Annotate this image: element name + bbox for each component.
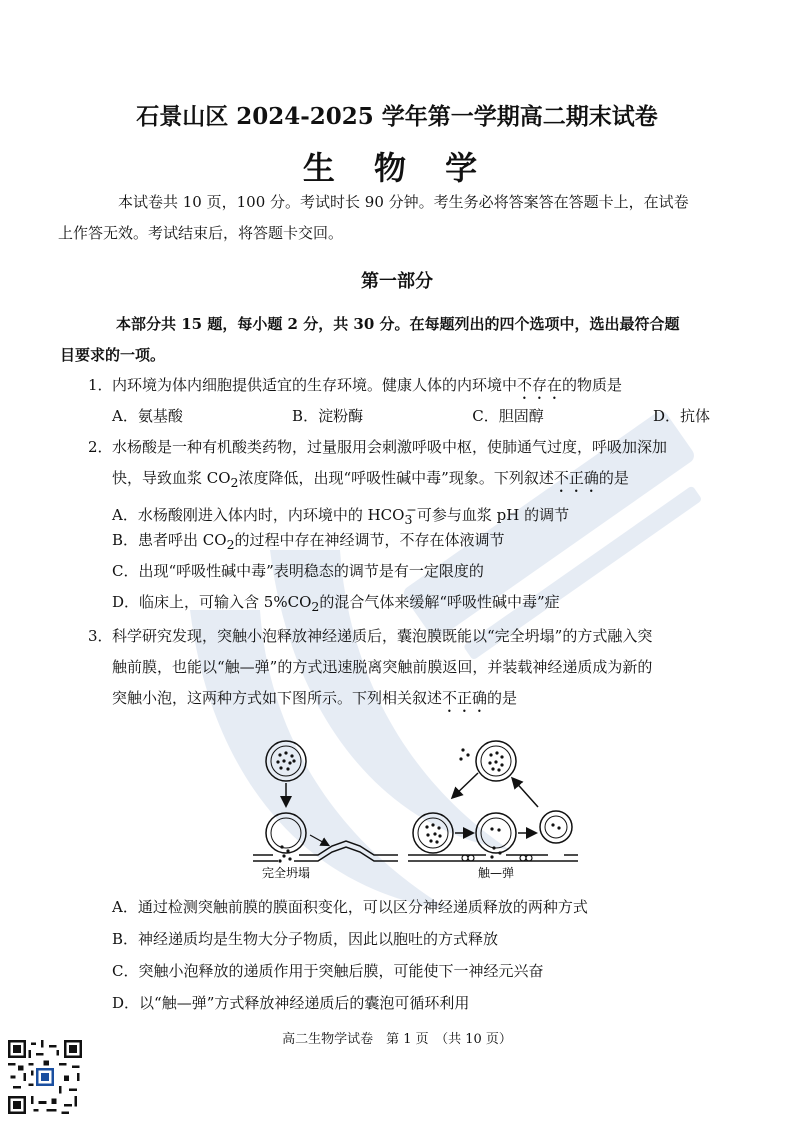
qr-code-icon xyxy=(8,1040,82,1114)
question-number: 3． xyxy=(88,627,113,645)
question-2 xyxy=(88,432,718,498)
option-a: A．氨基酸 xyxy=(112,407,183,425)
option-text-end: 可参与血浆 pH 的调节 xyxy=(416,506,570,524)
question-stem-end: 的物质是 xyxy=(562,376,623,394)
question-number: 2． xyxy=(88,438,113,456)
option-text-end: 的过程中存在神经调节，不存在体液调节 xyxy=(234,531,505,549)
option-d: D．抗体 xyxy=(652,407,710,425)
full-collapse-panel xyxy=(253,741,398,863)
option-text-end: 的混合气体来缓解“呼吸性碱中毒”症 xyxy=(319,593,560,611)
vesicle-release-diagram xyxy=(248,735,578,880)
part-heading: 第一部分 xyxy=(361,271,433,292)
question-stem-end: 的是 xyxy=(598,469,629,487)
question-stem-line-2b: 浓度降低，出现“呼吸性碱中毒”现象。下列叙述 xyxy=(238,469,554,487)
instructions xyxy=(58,187,710,249)
question-stem-line-1: 水杨酸是一种有机酸类药物，过量服用会刺激呼吸中枢，使肺通气过度，呼吸加深加 xyxy=(112,438,668,456)
q2-option-d xyxy=(112,587,560,622)
subscript: 3 xyxy=(404,512,413,527)
superscript: − xyxy=(406,502,417,517)
emphasis-text: 不正确 xyxy=(442,689,488,707)
question-stem: 内环境为体内细胞提供适宜的生存环境。健康人体的内环境中 xyxy=(112,376,518,394)
q2-option-b xyxy=(112,525,505,560)
instructions-line-2: 上作答无效。考试结束后，将答题卡交回。 xyxy=(58,224,344,242)
option-b: B．淀粉酶 xyxy=(292,407,364,425)
question-stem-end: 的是 xyxy=(487,689,518,707)
page-footer: 高二生物学试卷 第 1 页 （共 10 页） xyxy=(282,1032,512,1047)
question-stem-line-1: 科学研究发现，突触小泡释放神经递质后，囊泡膜既能以“完全坍塌”的方式融入突 xyxy=(112,627,653,645)
kiss-and-run-panel xyxy=(408,741,578,861)
option-text: B．患者呼出 CO xyxy=(112,531,227,549)
part-note xyxy=(60,309,710,371)
q2-option-c: C．出现“呼吸性碱中毒”表明稳态的调节是有一定限度的 xyxy=(112,562,484,580)
question-stem-line-3: 突触小泡，这两种方式如下图所示。下列相关叙述 xyxy=(112,689,443,707)
subscript: 2 xyxy=(311,599,320,614)
figure-label-full-collapse: 完全坍塌 xyxy=(261,866,311,880)
option-text: A．水杨酸刚进入体内时，内环境中的 HCO xyxy=(112,506,405,524)
subject-title: 生 物 学 xyxy=(302,149,492,187)
question-number: 1． xyxy=(88,376,113,394)
q3-option-d: D．以“触—弹”方式释放神经递质后的囊泡可循环利用 xyxy=(112,994,470,1012)
question-1 xyxy=(88,370,718,403)
part-note-line-2: 目要求的一项。 xyxy=(60,346,166,364)
emphasis-text: 不存在 xyxy=(517,376,563,394)
figure-label-kiss-and-run: 触—弹 xyxy=(477,866,515,880)
subscript: 2 xyxy=(230,475,239,490)
q3-option-a: A．通过检测突触前膜的膜面积变化，可以区分神经递质释放的两种方式 xyxy=(112,898,588,916)
emphasis-text: 不正确 xyxy=(553,469,599,487)
part-note-line-1: 本部分共 15 题，每小题 2 分，共 30 分。在每题列出的四个选项中，选出最符合题 xyxy=(116,315,680,333)
q3-option-c: C．突触小泡释放的递质作用于突触后膜，可能使下一神经元兴奋 xyxy=(112,962,544,980)
question-3 xyxy=(88,621,718,716)
option-c: C．胆固醇 xyxy=(472,407,544,425)
exam-title: 石景山区 2024-2025 学年第一学期高二期末试卷 xyxy=(136,103,658,130)
question-stem-line-2: 快，导致血浆 CO xyxy=(112,469,231,487)
question-stem-line-2: 触前膜，也能以“触—弹”的方式迅速脱离突触前膜返回，并装载神经递质成为新的 xyxy=(112,658,653,676)
instructions-line-1: 本试卷共 10 页，100 分。考试时长 90 分钟。考生务必将答案答在答题卡上，在试卷 xyxy=(118,193,689,211)
question-1-options xyxy=(112,401,710,432)
q3-option-b: B．神经递质均是生物大分子物质，因此以胞吐的方式释放 xyxy=(112,930,499,948)
option-text: D．临床上，可输入含 5%CO xyxy=(112,593,312,611)
subscript: 2 xyxy=(226,537,235,552)
